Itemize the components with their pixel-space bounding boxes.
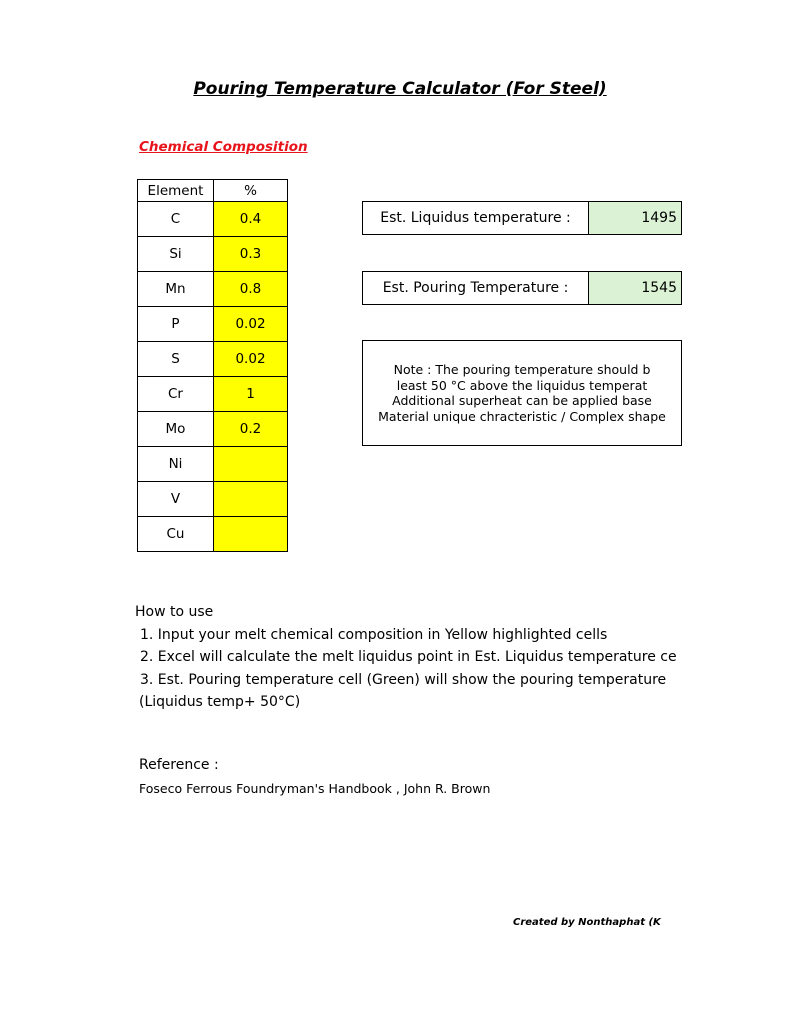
percent-input-cell[interactable]: 0.02 xyxy=(214,307,288,342)
element-cell: V xyxy=(138,482,214,517)
liquidus-temperature-box xyxy=(362,201,682,235)
percent-input-cell[interactable]: 0.3 xyxy=(214,237,288,272)
page-title: Pouring Temperature Calculator (For Steel) xyxy=(193,79,607,99)
table-row xyxy=(138,307,288,342)
liquidus-temperature-value: 1495 xyxy=(589,202,681,234)
reference-text: Foseco Ferrous Foundryman's Handbook , John R. Brown xyxy=(139,781,491,796)
how-to-heading: How to use xyxy=(135,604,214,620)
credit-text: Created by Nonthaphat (K xyxy=(513,917,661,928)
table-row xyxy=(138,237,288,272)
table-row xyxy=(138,377,288,412)
percent-input-cell[interactable]: 0.8 xyxy=(214,272,288,307)
percent-input-cell[interactable]: 1 xyxy=(214,377,288,412)
element-cell: C xyxy=(138,202,214,237)
section-heading-chemical-composition: Chemical Composition xyxy=(139,139,308,155)
table-row xyxy=(138,447,288,482)
percent-input-cell[interactable]: 0.2 xyxy=(214,412,288,447)
note-line: Additional superheat can be applied base xyxy=(392,393,652,408)
how-to-step-continuation: (Liquidus temp+ 50°C) xyxy=(139,694,301,710)
element-cell: Cr xyxy=(138,377,214,412)
table-row xyxy=(138,517,288,552)
table-row xyxy=(138,342,288,377)
composition-table xyxy=(137,179,288,552)
element-cell: P xyxy=(138,307,214,342)
how-to-step: 1. Input your melt chemical composition in Yellow highlighted cells xyxy=(140,626,608,643)
table-row xyxy=(138,482,288,517)
how-to-use-section xyxy=(135,601,677,714)
percent-input-cell[interactable]: 0.4 xyxy=(214,202,288,237)
how-to-step: 2. Excel will calculate the melt liquidus point in Est. Liquidus temperature ce xyxy=(140,649,677,665)
element-cell: Cu xyxy=(138,517,214,552)
pouring-temperature-box xyxy=(362,271,682,305)
liquidus-temperature-label: Est. Liquidus temperature : xyxy=(363,202,589,234)
pouring-temperature-value: 1545 xyxy=(589,272,681,304)
column-header-percent: % xyxy=(214,180,288,202)
percent-input-cell[interactable] xyxy=(214,482,288,517)
pouring-temperature-label: Est. Pouring Temperature : xyxy=(363,272,589,304)
element-cell: Mn xyxy=(138,272,214,307)
reference-heading: Reference : xyxy=(139,757,219,773)
table-row xyxy=(138,202,288,237)
column-header-element: Element xyxy=(138,180,214,202)
percent-input-cell[interactable] xyxy=(214,447,288,482)
element-cell: Si xyxy=(138,237,214,272)
element-cell: S xyxy=(138,342,214,377)
table-row xyxy=(138,412,288,447)
percent-input-cell[interactable]: 0.02 xyxy=(214,342,288,377)
element-cell: Mo xyxy=(138,412,214,447)
how-to-step: 3. Est. Pouring temperature cell (Green) will show the pouring temperature xyxy=(140,671,667,688)
note-line: least 50 °C above the liquidus temperat xyxy=(396,377,648,393)
note-box xyxy=(362,340,682,446)
percent-input-cell[interactable] xyxy=(214,517,288,552)
table-row xyxy=(138,272,288,307)
note-line: Material unique chracteristic / Complex shape xyxy=(378,408,666,424)
element-cell: Ni xyxy=(138,447,214,482)
table-header-row xyxy=(138,180,288,202)
note-line: Note : The pouring temperature should b xyxy=(393,362,651,377)
